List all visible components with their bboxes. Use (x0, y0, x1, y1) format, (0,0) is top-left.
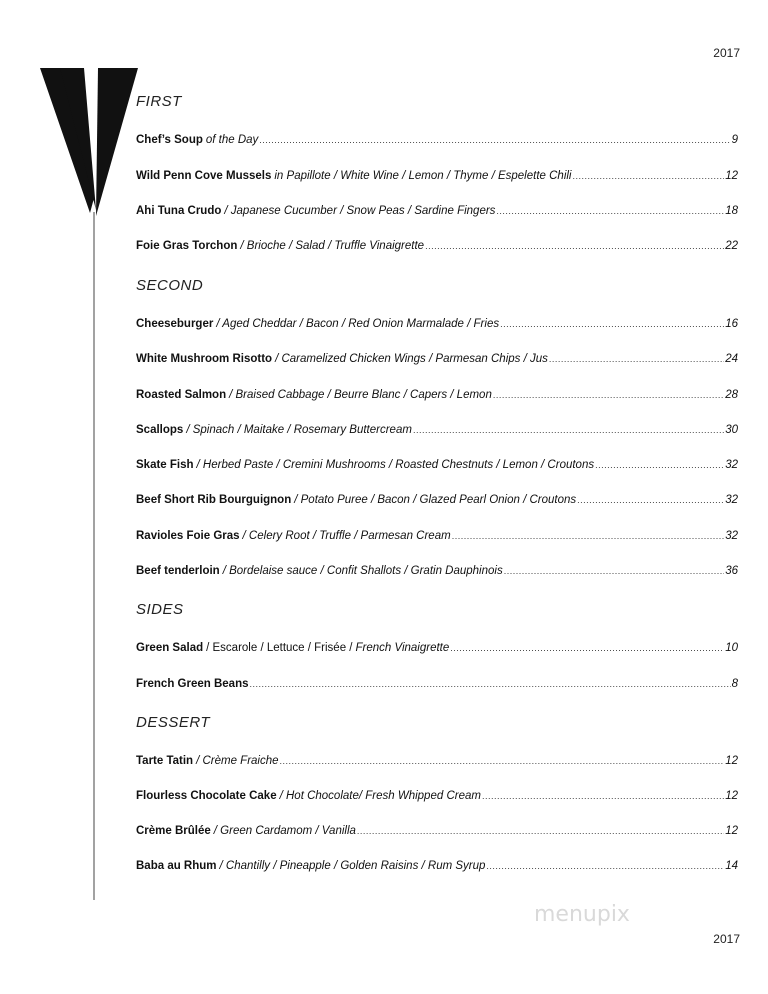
item-name: Ahi Tuna Crudo (136, 205, 222, 217)
item-desc: / Potato Puree / Bacon / Glazed Pearl Onion / Croutons (294, 494, 577, 506)
item-desc: / Hot Chocolate/ Fresh Whipped Cream (279, 790, 481, 802)
item-name: Crème Brûlée (136, 825, 211, 837)
item-desc: / Crème Fraiche (196, 755, 279, 767)
menu-item (136, 318, 738, 330)
leader-dots (249, 679, 730, 689)
menu-item (136, 642, 738, 654)
item-name: Cheeseburger (136, 318, 214, 330)
item-desc: / Herbed Paste / Cremini Mushrooms / Roasted Chestnuts / Lemon / Croutons (196, 459, 595, 471)
item-name: Scallops (136, 424, 184, 436)
item-name: White Mushroom Risotto (136, 353, 273, 365)
item-price: 32 (725, 494, 738, 506)
item-price: 36 (725, 565, 738, 577)
item-desc: / Japanese Cucumber / Snow Peas / Sardine Fingers (224, 205, 496, 217)
v-logo (40, 68, 140, 908)
item-name: Chef’s Soup (136, 134, 203, 146)
leader-dots (452, 531, 725, 541)
menu-item (136, 424, 738, 436)
item-desc: / Bordelaise sauce / Confit Shallots / Gratin Dauphinois (222, 565, 503, 577)
leader-dots (595, 460, 724, 470)
item-price: 30 (725, 424, 738, 436)
item-desc: / Escarole / Lettuce / Frisée / (206, 642, 353, 654)
leader-dots (493, 390, 724, 400)
item-price: 9 (731, 134, 738, 146)
item-name: Tarte Tatin (136, 755, 194, 767)
item-desc: / Celery Root / Truffle / Parmesan Cream (242, 530, 451, 542)
item-price: 12 (725, 755, 738, 767)
item-name: Beef Short Rib Bourguignon (136, 494, 292, 506)
leader-dots (482, 791, 724, 801)
item-price: 10 (725, 642, 738, 654)
menu-item (136, 353, 738, 365)
item-desc: / Green Cardamom / Vanilla (213, 825, 356, 837)
item-price: 18 (725, 205, 738, 217)
section-title-dessert: DESSERT (136, 714, 211, 731)
item-name: Flourless Chocolate Cake (136, 790, 277, 802)
item-price: 8 (731, 678, 738, 690)
item-desc: / Spinach / Maitake / Rosemary Buttercream (186, 424, 412, 436)
item-price: 28 (725, 389, 738, 401)
item-price: 22 (725, 240, 738, 252)
leader-dots (496, 206, 724, 216)
item-name: Baba au Rhum (136, 860, 217, 872)
year-bottom: 2017 (713, 932, 740, 946)
leader-dots (486, 861, 724, 871)
item-desc: in Papillote / White Wine / Lemon / Thyme / Espelette Chili (274, 170, 572, 182)
item-desc: / Aged Cheddar / Bacon / Red Onion Marmalade / Fries (216, 318, 500, 330)
item-desc: / Chantilly / Pineapple / Golden Raisins / Rum Syrup (219, 860, 486, 872)
leader-dots (259, 135, 730, 145)
menu-item (136, 170, 738, 182)
menu-item (136, 530, 738, 542)
item-price: 32 (725, 530, 738, 542)
item-name: Beef tenderloin (136, 565, 220, 577)
item-desc: of the Day (205, 134, 259, 146)
leader-dots (572, 171, 724, 181)
item-price: 14 (725, 860, 738, 872)
leader-dots (549, 354, 724, 364)
item-price: 12 (725, 790, 738, 802)
menu-item (136, 755, 738, 767)
item-price: 24 (725, 353, 738, 365)
menu-item (136, 494, 738, 506)
item-name: French Green Beans (136, 678, 249, 690)
item-price: 32 (725, 459, 738, 471)
menu-item (136, 790, 738, 802)
leader-dots (425, 241, 724, 251)
section-title-first: FIRST (136, 93, 182, 110)
item-desc: / Braised Cabbage / Beurre Blanc / Capers / Lemon (229, 389, 492, 401)
menu-item (136, 134, 738, 146)
menu-item (136, 825, 738, 837)
item-desc: / Caramelized Chicken Wings / Parmesan Chips / Jus (275, 353, 548, 365)
item-price: 12 (725, 170, 738, 182)
menu-item (136, 205, 738, 217)
leader-dots (450, 643, 724, 653)
menu-item (136, 678, 738, 690)
menu-item (136, 240, 738, 252)
watermark: menupix (534, 902, 630, 927)
item-name: Roasted Salmon (136, 389, 227, 401)
item-desc-italic: French Vinaigrette (355, 642, 450, 654)
menu-item (136, 459, 738, 471)
leader-dots (504, 566, 725, 576)
menu-item (136, 860, 738, 872)
leader-dots (500, 319, 724, 329)
leader-dots (577, 495, 724, 505)
item-name: Wild Penn Cove Mussels (136, 170, 272, 182)
section-title-second: SECOND (136, 277, 204, 294)
item-name: Green Salad (136, 642, 204, 654)
item-price: 12 (725, 825, 738, 837)
menu-item (136, 389, 738, 401)
item-name: Skate Fish (136, 459, 194, 471)
item-desc: / Brioche / Salad / Truffle Vinaigrette (240, 240, 425, 252)
leader-dots (357, 826, 724, 836)
section-title-sides: SIDES (136, 601, 184, 618)
item-name: Foie Gras Torchon (136, 240, 238, 252)
leader-dots (280, 756, 725, 766)
item-name: Ravioles Foie Gras (136, 530, 240, 542)
year-top: 2017 (713, 46, 740, 60)
item-price: 16 (725, 318, 738, 330)
menu-item (136, 565, 738, 577)
leader-dots (413, 425, 724, 435)
